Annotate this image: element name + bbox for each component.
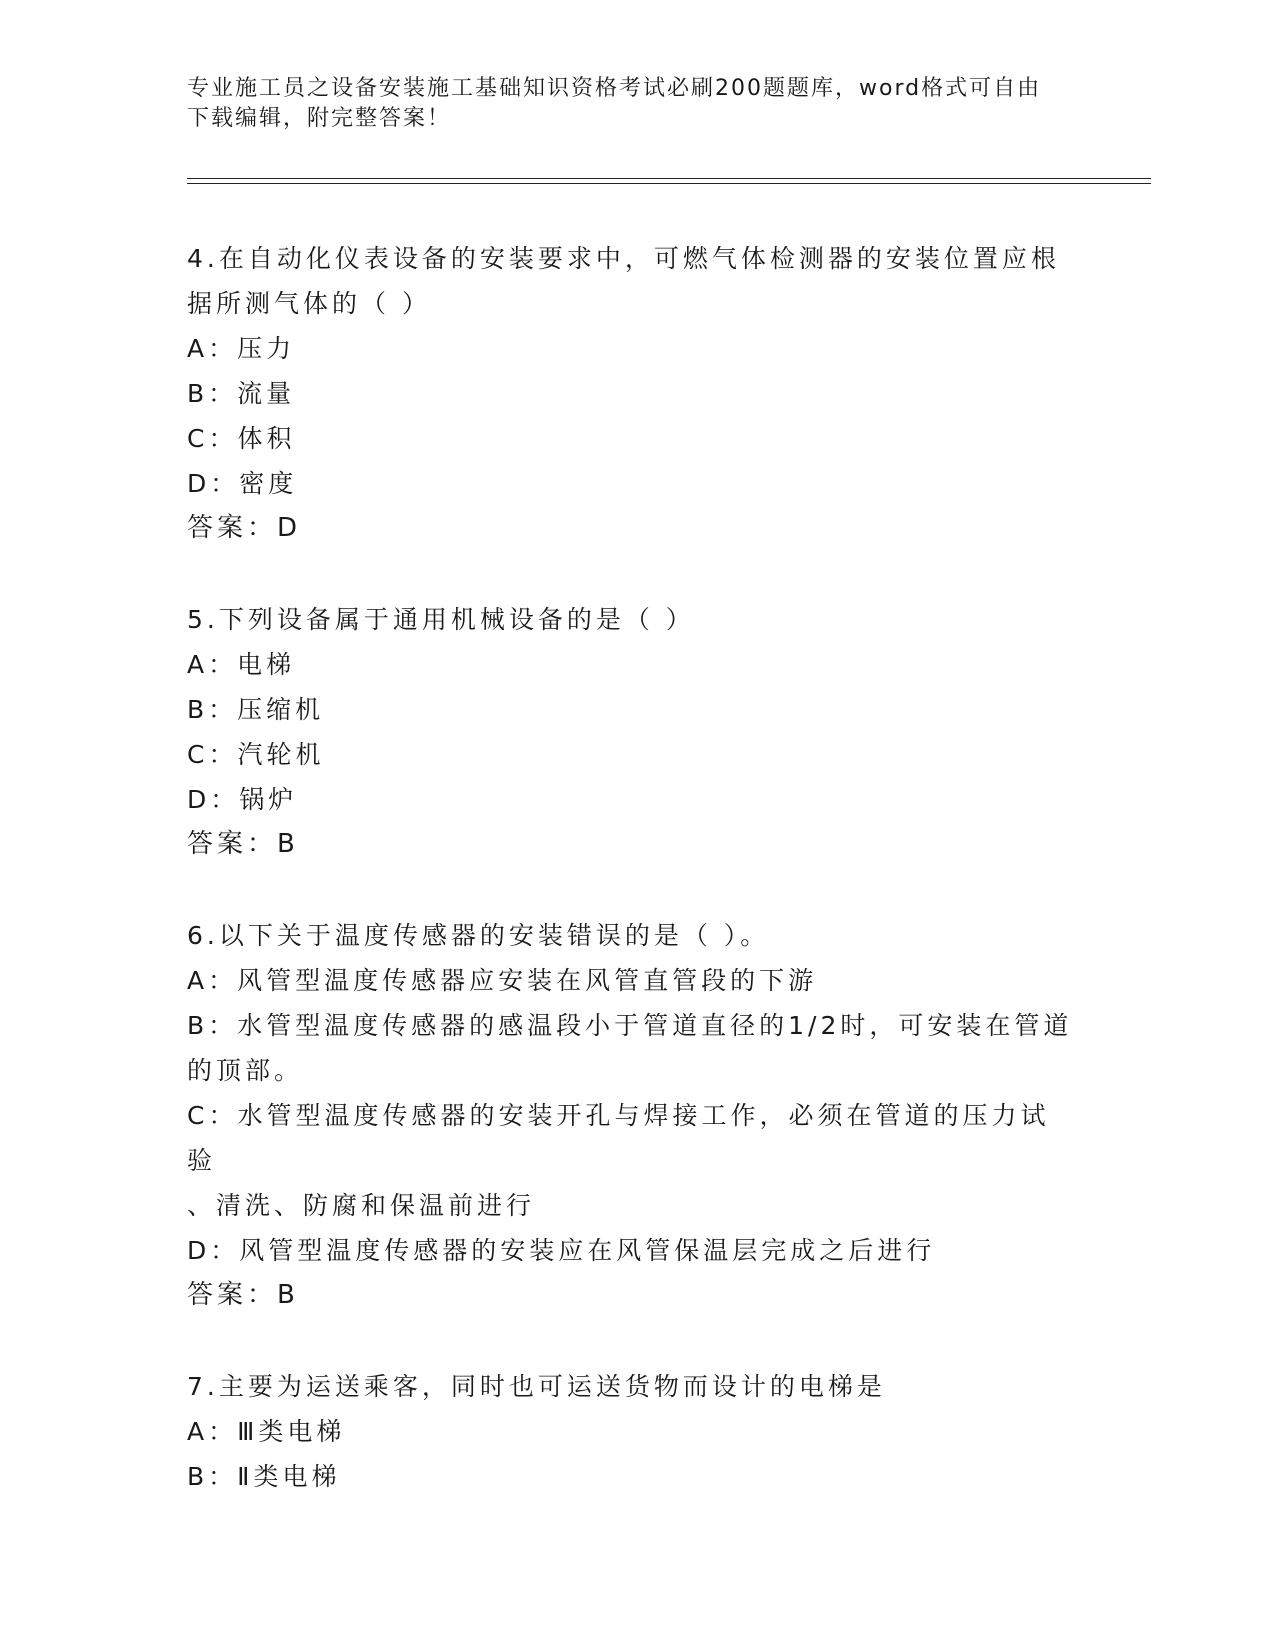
answer-option: 、清洗、防腐和保温前进行 [187,1191,536,1220]
answer-option: D：锅炉 [187,785,298,814]
answer-option: A：Ⅲ类电梯 [187,1417,346,1446]
question-block [187,236,1077,551]
question-stem: 4.在自动化仪表设备的安装要求中，可燃气体检测器的安装位置应根 [187,244,1060,273]
header-line-2: 下载编辑，附完整答案！ [187,106,452,131]
answer-option: A：电梯 [187,650,296,679]
answer-option: A：风管型温度传感器应安装在风管直管段的下游 [187,966,818,995]
answer-option: C：汽轮机 [187,740,325,769]
answer-option: 的顶部。 [187,1056,304,1085]
answer-option: D：风管型温度传感器的安装应在风管保温层完成之后进行 [187,1236,936,1265]
header-line-1: 专业施工员之设备安装施工基础知识资格考试必刷200题题库，word格式可自由 [187,76,1042,101]
header-divider-top [187,178,1151,179]
answer-option: B：流量 [187,379,296,408]
answer-option: B：Ⅱ类电梯 [187,1462,341,1491]
answer-option: C：水管型温度传感器的安装开孔与焊接工作，必须在管道的压力试验 [187,1101,1050,1175]
question-stem: 5.下列设备属于通用机械设备的是（ ） [187,605,695,634]
answer-key: 答案：B [187,829,299,859]
question-block [187,597,1077,867]
question-list [187,236,1077,1545]
question-stem: 据所测气体的（ ） [187,289,431,318]
answer-key: 答案：B [187,1280,299,1310]
answer-option: C：体积 [187,424,296,453]
question-block [187,913,1077,1318]
question-stem: 7.主要为运送乘客，同时也可运送货物而设计的电梯是 [187,1372,886,1401]
header-divider-bottom [187,183,1151,184]
question-stem: 6.以下关于温度传感器的安装错误的是（ ）。 [187,921,770,950]
answer-key: 答案：D [187,513,302,543]
answer-option: B：水管型温度传感器的感温段小于管道直径的1/2时，可安装在管道 [187,1011,1073,1040]
question-block [187,1364,1077,1499]
document-header [187,74,1067,134]
answer-option: D：密度 [187,469,298,498]
answer-option: A：压力 [187,334,296,363]
answer-option: B：压缩机 [187,695,325,724]
